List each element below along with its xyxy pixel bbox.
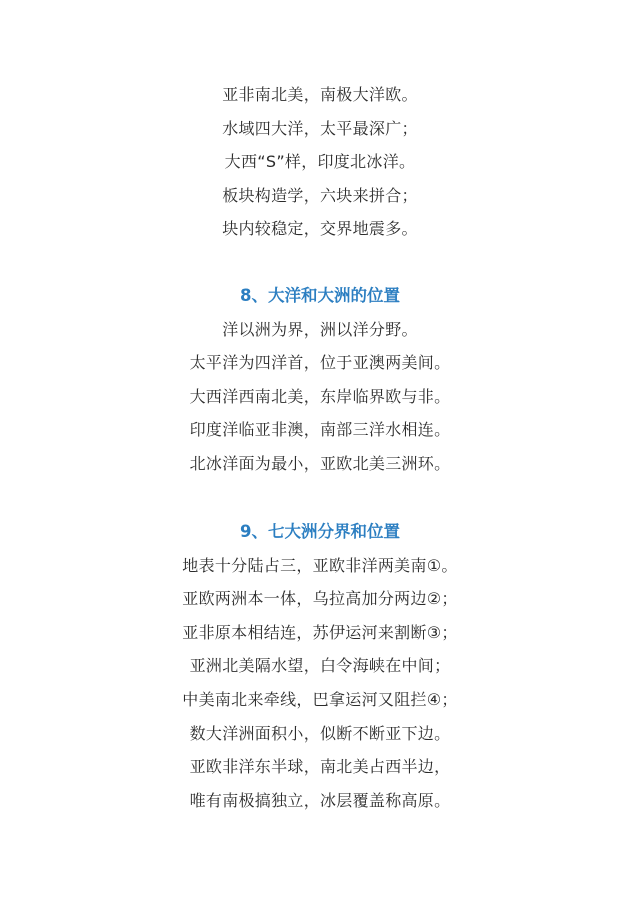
poem-line: 唯有南极搞独立，冰层覆盖称高原。 — [189, 790, 451, 810]
poem-line: 板块构造学，六块来拼合； — [222, 185, 418, 205]
section-heading: 8、大洋和大洲的位置 — [240, 286, 400, 305]
section-8 — [0, 279, 640, 481]
poem-line: 亚洲北美隔水望，白令海峡在中间； — [189, 656, 451, 676]
poem-line: 太平洋为四洋首，位于亚澳两美间。 — [189, 353, 451, 373]
poem-line: 块内较稳定，交界地震多。 — [222, 219, 418, 239]
poem-line: 亚非南北美，南极大洋欧。 — [222, 85, 418, 104]
section-heading: 9、七大洲分界和位置 — [240, 522, 400, 541]
poem-line: 亚欧两洲本一体，乌拉高加分两边②； — [182, 589, 458, 609]
poem-line: 亚非原本相结连，苏伊运河来割断③； — [182, 622, 458, 642]
poem-line: 大西洋西南北美，东岸临界欧与非。 — [189, 386, 451, 406]
poem-line: 洋以洲为界，洲以洋分野。 — [222, 319, 418, 339]
poem-line: 数大洋洲面积小，似断不断亚下边。 — [189, 723, 451, 743]
poem-line: 大西“S”样，印度北冰洋。 — [224, 152, 416, 172]
poem-intro — [0, 78, 640, 246]
poem-line: 亚欧非洋东半球，南北美占西半边， — [189, 757, 451, 777]
poem-line: 北冰洋面为最小，亚欧北美三洲环。 — [189, 453, 451, 473]
poem-line: 地表十分陆占三，亚欧非洋两美南①。 — [182, 555, 458, 575]
poem-line: 印度洋临亚非澳，南部三洋水相连。 — [189, 420, 451, 440]
poem-line: 中美南北来牵线，巴拿运河又阻拦④； — [182, 689, 458, 709]
section-9 — [0, 515, 640, 817]
poem-line: 水域四大洋，太平最深广； — [222, 118, 418, 138]
